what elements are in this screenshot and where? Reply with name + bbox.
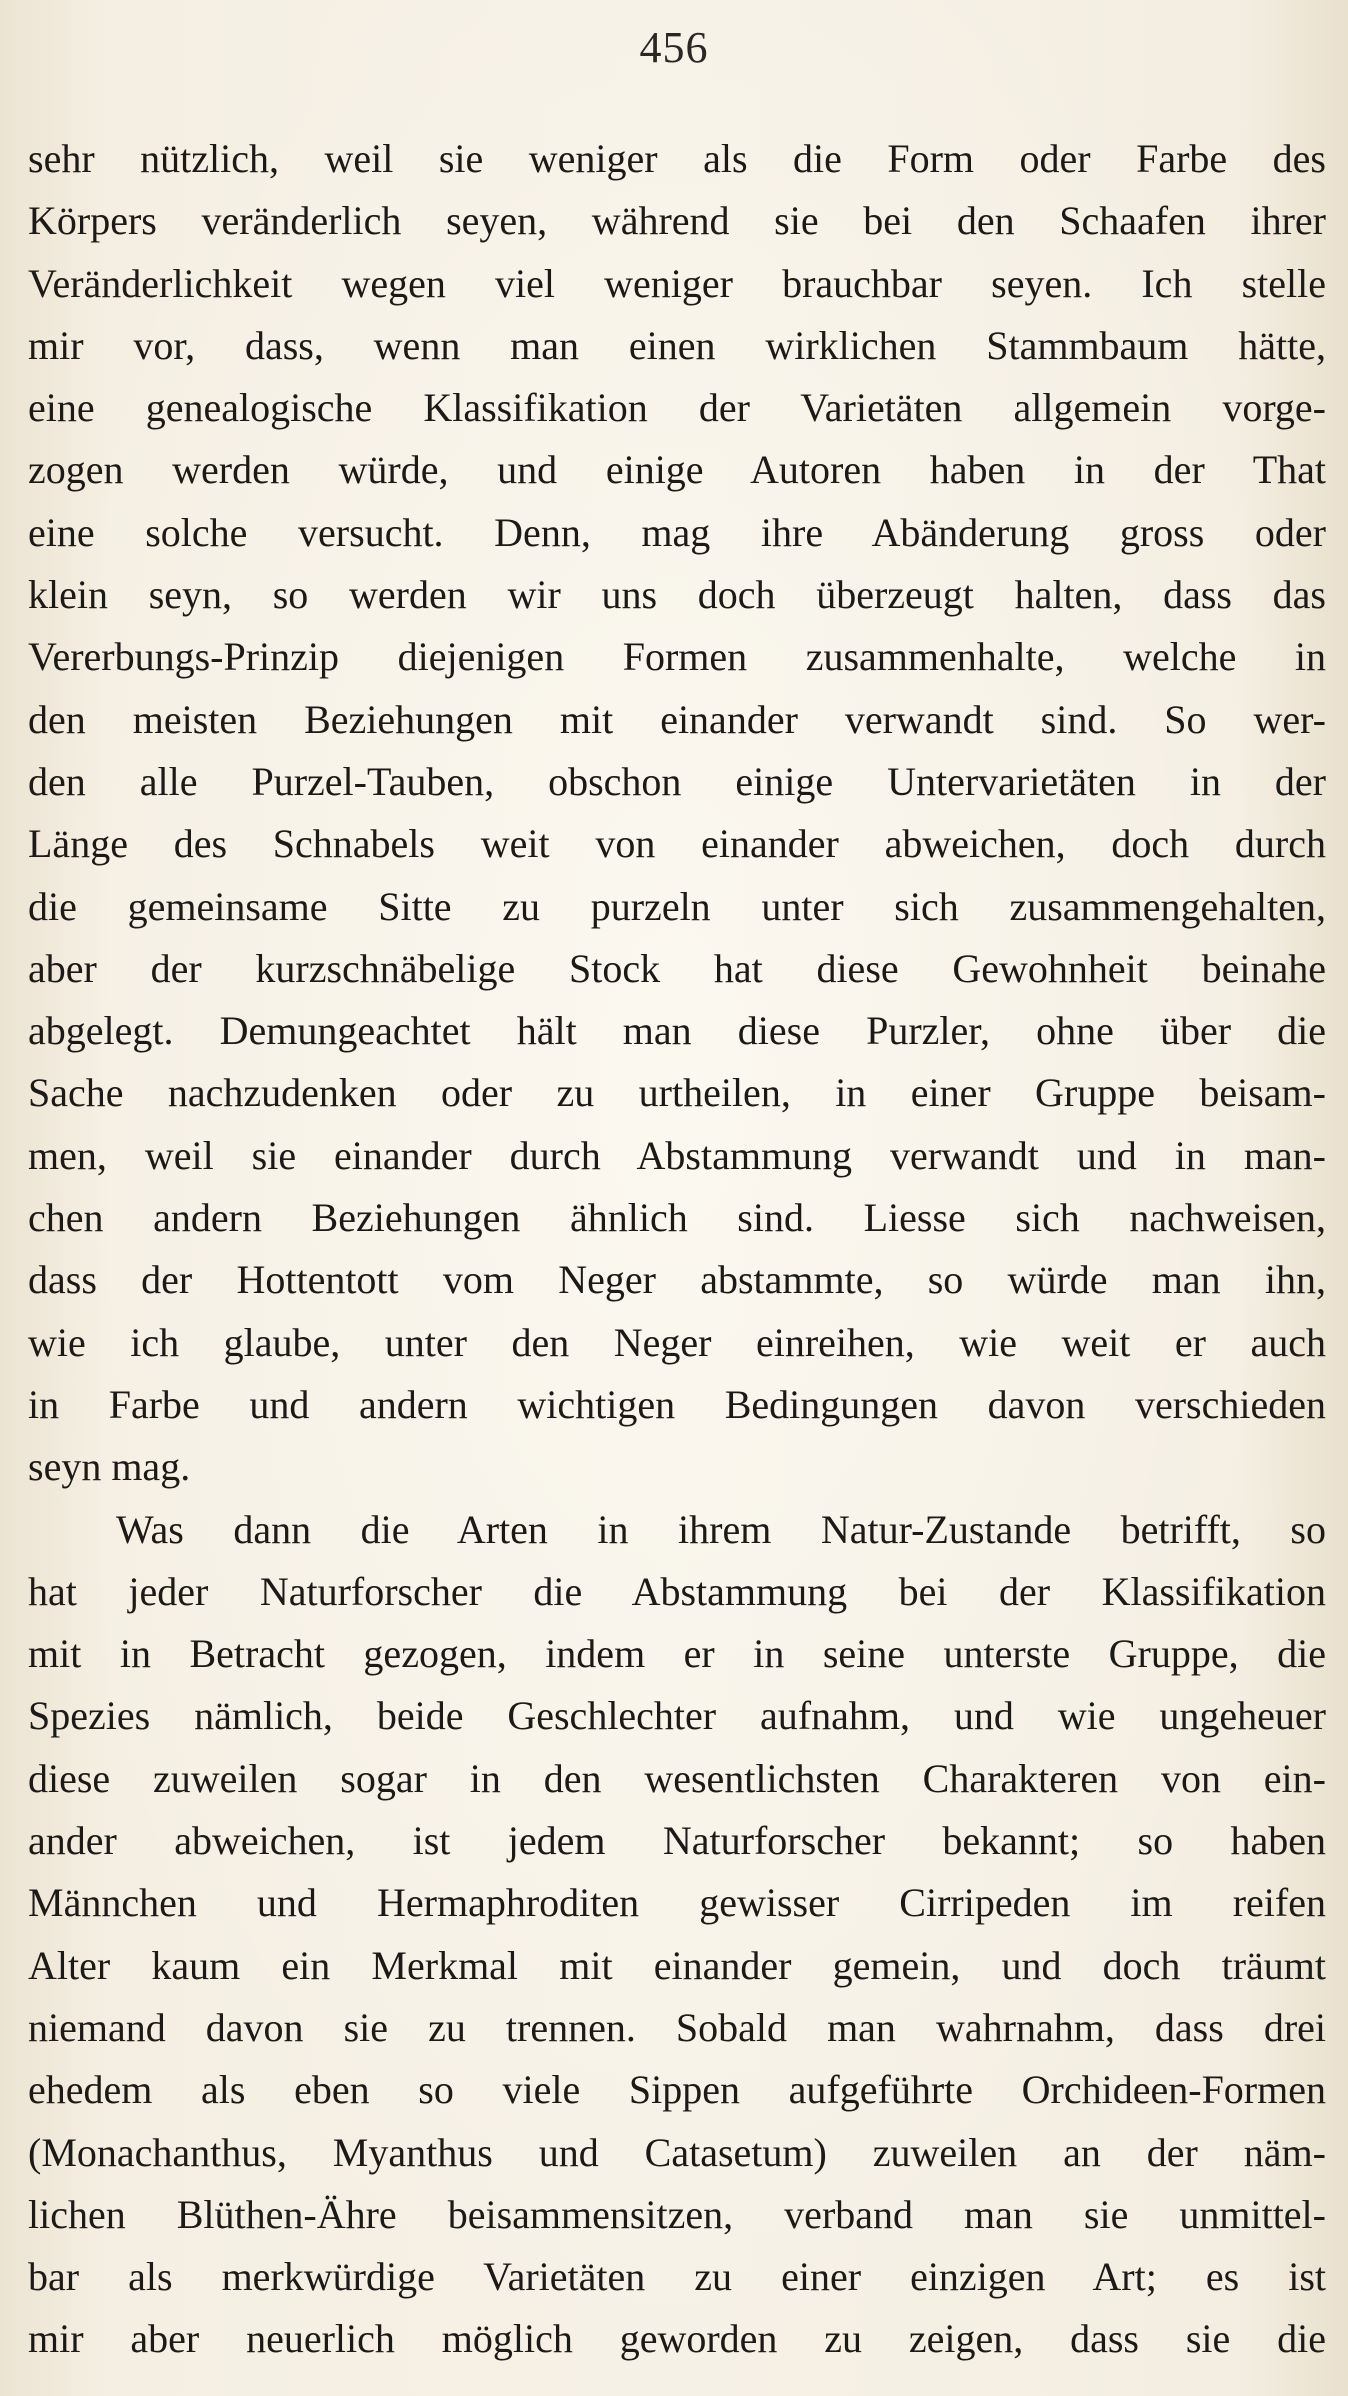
text-line: aber der kurzschnäbelige Stock hat diese Gewohnheit beinahe bbox=[28, 945, 1326, 991]
text-line: hat jeder Naturforscher die Abstammung bei der Klassifikation bbox=[28, 1568, 1326, 1614]
text-line: Vererbungs-Prinzip diejenigen Formen zusammenhalte, welche in bbox=[28, 634, 1326, 680]
text-line: diese zuweilen sogar in den wesentlichsten Charakteren von ein- bbox=[28, 1755, 1326, 1801]
text-line: mit in Betracht gezogen, indem er in seine unterste Gruppe, die bbox=[28, 1631, 1326, 1677]
text-line: abgelegt. Demungeachtet hält man diese Purzler, ohne über die bbox=[28, 1008, 1326, 1054]
text-line: Sache nachzudenken oder zu urtheilen, in einer Gruppe beisam- bbox=[28, 1070, 1326, 1116]
text-line: niemand davon sie zu trennen. Sobald man wahrnahm, dass drei bbox=[28, 2004, 1326, 2050]
text-line: eine solche versucht. Denn, mag ihre Abänderung gross oder bbox=[28, 509, 1326, 555]
text-line: dass der Hottentott vom Neger abstammte, so würde man ihn, bbox=[28, 1257, 1326, 1303]
text-line: seyn mag. bbox=[28, 1444, 191, 1490]
text-line: eine genealogische Klassifikation der Varietäten allgemein vorge- bbox=[28, 385, 1326, 431]
text-line: Länge des Schnabels weit von einander abweichen, doch durch bbox=[28, 821, 1326, 867]
text-line: Was dann die Arten in ihrem Natur-Zustande betrifft, so bbox=[116, 1506, 1326, 1552]
text-line: (Monachanthus, Myanthus und Catasetum) zuweilen an der näm- bbox=[28, 2129, 1326, 2175]
text-line: wie ich glaube, unter den Neger einreihen, wie weit er auch bbox=[28, 1319, 1326, 1365]
text-line: Körpers veränderlich seyen, während sie bei den Schaafen ihrer bbox=[28, 198, 1326, 244]
text-line: ander abweichen, ist jedem Naturforscher bekannt; so haben bbox=[28, 1818, 1326, 1864]
text-line: den meisten Beziehungen mit einander verwandt sind. So wer- bbox=[28, 696, 1326, 742]
text-line: sehr nützlich, weil sie weniger als die Form oder Farbe des bbox=[28, 136, 1326, 181]
text-line: mir vor, dass, wenn man einen wirklichen Stammbaum hätte, bbox=[28, 322, 1326, 368]
body-text bbox=[28, 128, 1326, 2371]
text-line: zogen werden würde, und einige Autoren haben in der That bbox=[28, 447, 1326, 493]
text-line: ehedem als eben so viele Sippen aufgeführte Orchideen-Formen bbox=[28, 2067, 1326, 2113]
text-line: men, weil sie einander durch Abstammung verwandt und in man- bbox=[28, 1132, 1326, 1178]
text-line: Alter kaum ein Merkmal mit einander gemein, und doch träumt bbox=[28, 1942, 1326, 1988]
text-line: bar als merkwürdige Varietäten zu einer einzigen Art; es ist bbox=[28, 2254, 1326, 2300]
text-line: in Farbe und andern wichtigen Bedingungen davon verschieden bbox=[28, 1381, 1326, 1427]
text-line: mir aber neuerlich möglich geworden zu zeigen, dass sie die bbox=[28, 2316, 1326, 2362]
text-line: Spezies nämlich, beide Geschlechter aufnahm, und wie ungeheuer bbox=[28, 1693, 1326, 1739]
text-line: lichen Blüthen-Ähre beisammensitzen, verband man sie unmittel- bbox=[28, 2191, 1326, 2237]
text-line: den alle Purzel-Tauben, obschon einige Untervarietäten in der bbox=[28, 758, 1326, 804]
text-line: Veränderlichkeit wegen viel weniger brauchbar seyen. Ich stelle bbox=[28, 260, 1326, 306]
text-line: die gemeinsame Sitte zu purzeln unter sich zusammengehalten, bbox=[28, 883, 1326, 929]
text-line: chen andern Beziehungen ähnlich sind. Liesse sich nachweisen, bbox=[28, 1195, 1326, 1241]
text-line: klein seyn, so werden wir uns doch überzeugt halten, dass das bbox=[28, 572, 1326, 618]
text-line: Männchen und Hermaphroditen gewisser Cirripeden im reifen bbox=[28, 1880, 1326, 1926]
page-number: 456 bbox=[639, 23, 709, 72]
